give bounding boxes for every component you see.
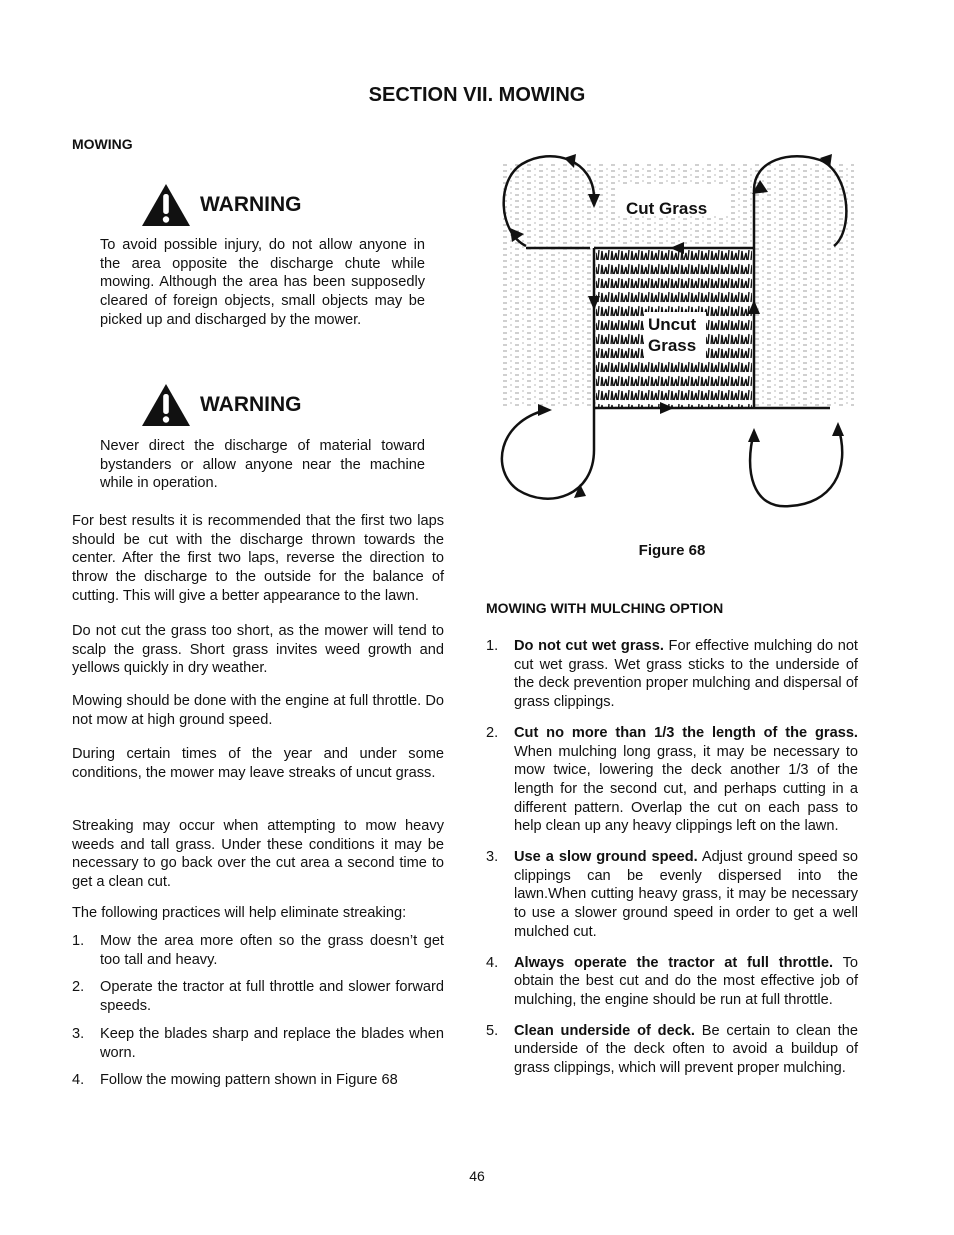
- warning-text-2: Never direct the discharge of material toward bystanders or allow anyone near the machine while in operation.: [100, 438, 425, 492]
- uncut-label-line2: Grass: [648, 336, 697, 355]
- list-text: Keep the blades sharp and replace the blades when worn.: [100, 1025, 444, 1061]
- list-text: Be certain to clean the underside of the deck often to avoid a buildup of grass clippings, which will prevent proper mulching.: [514, 1022, 858, 1077]
- list-number: 3.: [72, 1025, 85, 1042]
- list-number: 2.: [72, 979, 85, 996]
- paragraph: The following practices will help eliminate streaking:: [72, 905, 407, 921]
- list-number: 2.: [486, 724, 499, 741]
- mowing-pattern-figure: [490, 150, 864, 520]
- list-text: Follow the mowing pattern shown in Figure 68: [100, 1072, 398, 1089]
- list-text: For effective mulching do not cut wet grass. Wet grass sticks to the underside of the deck prevention proper mulching and dispersal of grass clippings.: [514, 638, 858, 711]
- mulching-heading: MOWING WITH MULCHING OPTION: [486, 600, 724, 616]
- paragraph: Mowing should be done with the engine at full throttle. Do not mow at high ground speed.: [72, 693, 444, 728]
- practices-list: [72, 932, 444, 1090]
- list-text: Mow the area more often so the grass doesn’t get too tall and heavy.: [100, 933, 444, 968]
- warning-triangle-icon: [140, 182, 192, 228]
- uncut-label-line1: Uncut: [648, 315, 697, 334]
- list-item: [72, 1071, 444, 1090]
- list-text: Adjust ground speed so clippings can be evenly dispersed into the lawn.When cutting heavy grass, it may be necessary to use a slower ground speed in order to get a well mulched cut.: [514, 849, 858, 940]
- list-item: [72, 932, 444, 969]
- list-item-title: Use a slow ground speed.: [514, 849, 698, 866]
- list-item: [486, 724, 858, 836]
- warning-header-1: [140, 182, 302, 228]
- page-title: SECTION VII. MOWING: [368, 84, 586, 106]
- list-item: [486, 637, 858, 712]
- list-number: 5.: [486, 1022, 499, 1039]
- warning-header-2: [140, 382, 302, 428]
- list-item-title: Cut no more than 1/3 the length of the grass.: [514, 724, 858, 741]
- list-number: 3.: [486, 849, 499, 866]
- list-number: 4.: [486, 954, 499, 971]
- list-text: To obtain the best cut and do the most effective job of mulching, the engine should be run at full throttle.: [514, 954, 858, 1008]
- paragraph: Streaking may occur when attempting to mow heavy weeds and tall grass. Under these conditions it may be necessary to go back over the cut area a second time to get a clean cut.: [72, 818, 444, 891]
- list-number: 1.: [72, 933, 85, 949]
- cut-grass-label: Cut Grass: [626, 199, 708, 218]
- paragraph: During certain times of the year and under some conditions, the mower may leave streaks of uncut grass.: [72, 746, 444, 781]
- page-number: 46: [469, 1168, 485, 1184]
- warning-label: WARNING: [200, 393, 302, 416]
- warning-label: WARNING: [200, 193, 302, 216]
- list-item: [486, 954, 858, 1010]
- figure-caption: Figure 68: [638, 542, 706, 559]
- list-item: [486, 848, 858, 942]
- list-number: 1.: [486, 638, 499, 654]
- list-item-title: Do not cut wet grass.: [514, 638, 664, 654]
- paragraph: For best results it is recommended that the first two laps should be cut with the discharge thrown towards the center. After the first two laps, reverse the direction to throw the discharge to the outside for the balance of cutting. This will give a better appearance to the lawn.: [72, 513, 444, 604]
- list-text: Operate the tractor at full throttle and slower forward speeds.: [100, 979, 444, 1015]
- list-item: [72, 1025, 444, 1062]
- list-item-title: Clean underside of deck.: [514, 1022, 695, 1039]
- list-item-title: Always operate the tractor at full throttle.: [514, 954, 834, 971]
- list-item: [72, 978, 444, 1015]
- mowing-heading: MOWING: [72, 136, 133, 152]
- list-number: 4.: [72, 1072, 85, 1089]
- warning-triangle-icon: [140, 382, 192, 428]
- list-text: When mulching long grass, it may be necessary to mow twice, lowering the deck another 1/3 of the length for the second cut, and perhaps cutting in a different pattern. Overlap the cut on each pass to help clean up any heavy clippings left on the lawn.: [514, 743, 858, 835]
- list-item: [486, 1022, 858, 1078]
- paragraph: Do not cut the grass too short, as the mower will tend to scalp the grass. Short grass invites weed growth and yellows quickly in dry weather.: [72, 623, 444, 677]
- mulching-list: [486, 637, 858, 1090]
- warning-text-1: To avoid possible injury, do not allow anyone in the area opposite the discharge chute while mowing. Although the area has been supposedly cleared of foreign objects, small objects may be picked up and discharged by the mower.: [100, 237, 425, 328]
